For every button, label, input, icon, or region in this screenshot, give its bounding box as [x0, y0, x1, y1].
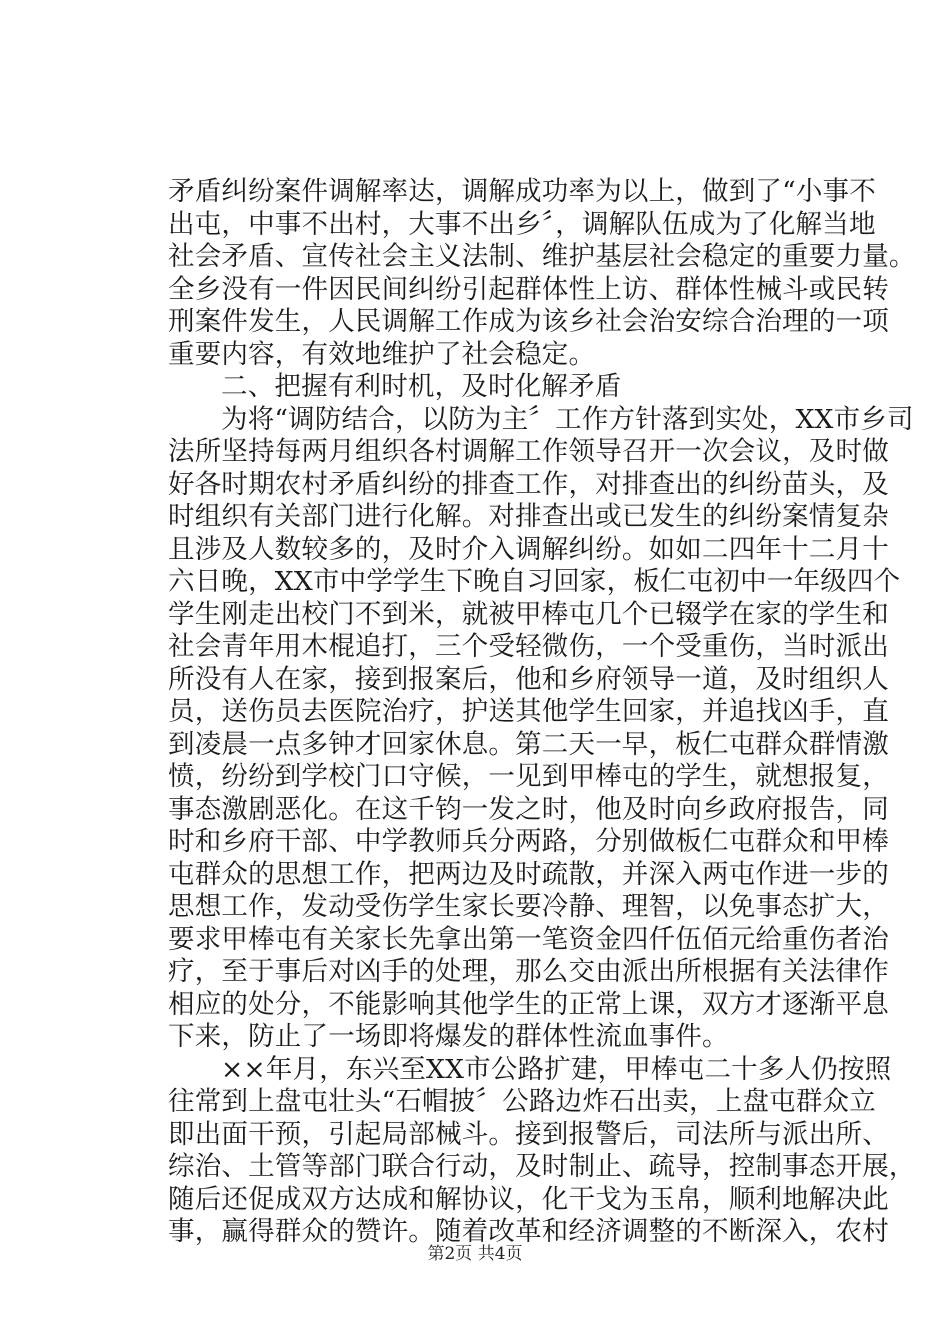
- text-line: 时组织有关部门进行化解。对排查出或已发生的纠纷案情复杂: [168, 501, 889, 532]
- text-line: 社会青年用木棍追打，三个受轻微伤，一个受重伤，当时派出: [168, 631, 889, 662]
- text-line: 往常到上盘屯壮头“石帽披〞公路边炸石出卖，上盘屯群众立: [168, 1086, 876, 1117]
- text-line: 员，送伤员去医院治疗，护送其他学生回家，并追找凶手，直: [168, 696, 889, 727]
- text-line: 事态激剧恶化。在这千钧一发之时，他及时向乡政府报告，同: [168, 793, 889, 825]
- body-text: [168, 176, 916, 1249]
- text-line: 出屯，中事不出村，大事不出乡〞，调解队伍成为了化解当地: [168, 208, 876, 240]
- text-line: 刑案件发生，人民调解工作成为该乡社会治安综合治理的一项: [168, 306, 889, 337]
- text-line: 全乡没有一件因民间纠纷引起群体性上访、群体性械斗或民转: [168, 273, 889, 305]
- text-line: 下来，防止了一场即将爆发的群体性流血事件。: [168, 1021, 729, 1052]
- text-line: 所没有人在家，接到报案后，他和乡府领导一道，及时组织人: [168, 663, 889, 695]
- text-line: 相应的处分，不能影响其他学生的正常上课，双方才逐渐平息: [168, 988, 889, 1020]
- text-line: 法所坚持每两月组织各村调解工作领导召开一次会议，及时做: [168, 436, 889, 467]
- section-heading: 二、把握有利时机，及时化解矛盾: [221, 371, 622, 402]
- text-line: 即出面干预，引起局部械斗。接到报警后，司法所与派出所、: [168, 1118, 889, 1150]
- text-line: 且涉及人数较多的，及时介入调解纠纷。如如二四年十二月十: [168, 533, 889, 565]
- text-line: 为将“调防结合，以防为主〞工作方针落到实处，XX市乡司: [221, 403, 914, 435]
- text-line: 综治、土管等部门联合行动，及时制止、疏导，控制事态开展，: [168, 1151, 916, 1182]
- text-line: 思想工作，发动受伤学生家长要冷静、理智，以免事态扩大，: [168, 891, 889, 922]
- text-line: 要求甲棒屯有关家长先拿出第一笔资金四仟伍佰元给重伤者治: [168, 923, 889, 955]
- text-line: 到凌晨一点多钟才回家休息。第二天一早，板仁屯群众群情激: [168, 728, 889, 760]
- text-line: 矛盾纠纷案件调解率达，调解成功率为以上，做到了“小事不: [168, 176, 876, 207]
- text-line: 疗，至于事后对凶手的处理，那么交由派出所根据有关法律作: [168, 956, 889, 987]
- text-line: 学生刚走出校门不到米，就被甲棒屯几个已辍学在家的学生和: [168, 598, 889, 630]
- text-line: 社会矛盾、宣传社会主义法制、维护基层社会稳定的重要力量。: [168, 241, 916, 272]
- text-line: 好各时期农村矛盾纠纷的排查工作，对排查出的纠纷苗头，及: [168, 468, 889, 500]
- text-line: 屯群众的思想工作，把两边及时疏散，并深入两屯作进一步的: [168, 858, 889, 890]
- text-line: 事，赢得群众的赞许。随着改革和经济调整的不断深入，农村: [168, 1216, 889, 1247]
- text-line: ××年月，东兴至XX市公路扩建，甲棒屯二十多人仍按照: [221, 1053, 892, 1085]
- text-line: 时和乡府干部、中学教师兵分两路，分别做板仁屯群众和甲棒: [168, 826, 889, 857]
- text-line: 愤，纷纷到学校门口守候，一见到甲棒屯的学生，就想报复，: [168, 761, 889, 792]
- text-line: 随后还促成双方达成和解协议，化干戈为玉帛，顺利地解决此: [168, 1183, 889, 1215]
- page-number-footer: 第2页 共4页: [427, 1244, 523, 1264]
- text-line: 六日晚，XX市中学学生下晚自习回家，板仁屯初中一年级四个: [168, 566, 901, 597]
- text-line: 重要内容，有效地维护了社会稳定。: [168, 338, 596, 370]
